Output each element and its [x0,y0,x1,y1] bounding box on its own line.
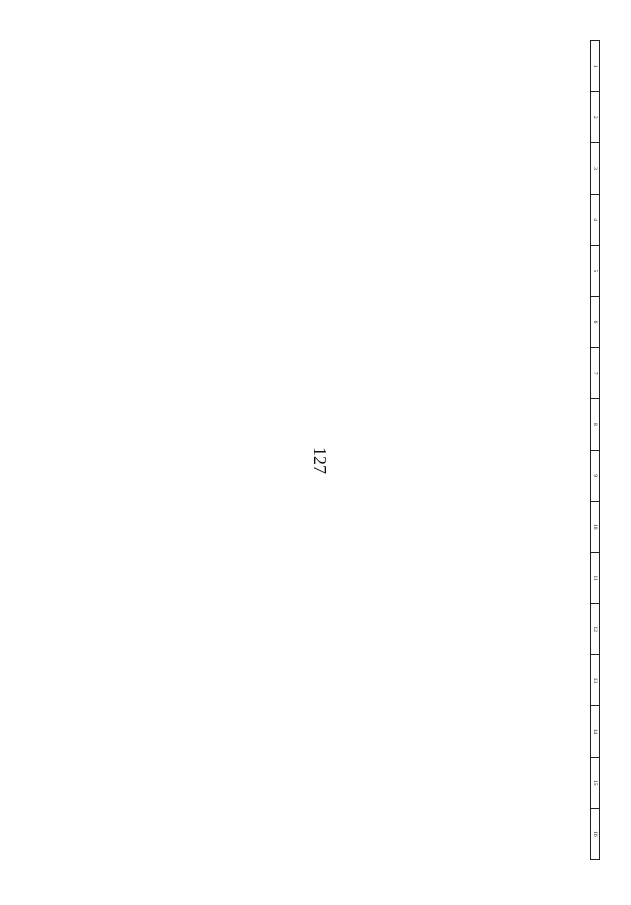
col-num: 8 [591,399,600,450]
column-number-row [591,41,600,860]
col-num: 6 [591,296,600,347]
col-num: 9 [591,450,600,501]
data-table [100,40,600,860]
col-num: 15 [591,757,600,808]
rotated-table [100,40,600,860]
col-num: 7 [591,348,600,399]
col-num: 12 [591,604,600,655]
col-num: 3 [591,143,600,194]
page-number: 127 [310,447,330,474]
col-num: 2 [591,92,600,143]
col-num: 11 [591,552,600,603]
col-num: 4 [591,194,600,245]
col-num: 14 [591,706,600,757]
table-body [101,41,591,860]
col-num: 10 [591,501,600,552]
col-num: 13 [591,655,600,706]
col-num: 1 [591,41,600,92]
col-num: 16 [591,808,600,859]
col-num: 5 [591,245,600,296]
